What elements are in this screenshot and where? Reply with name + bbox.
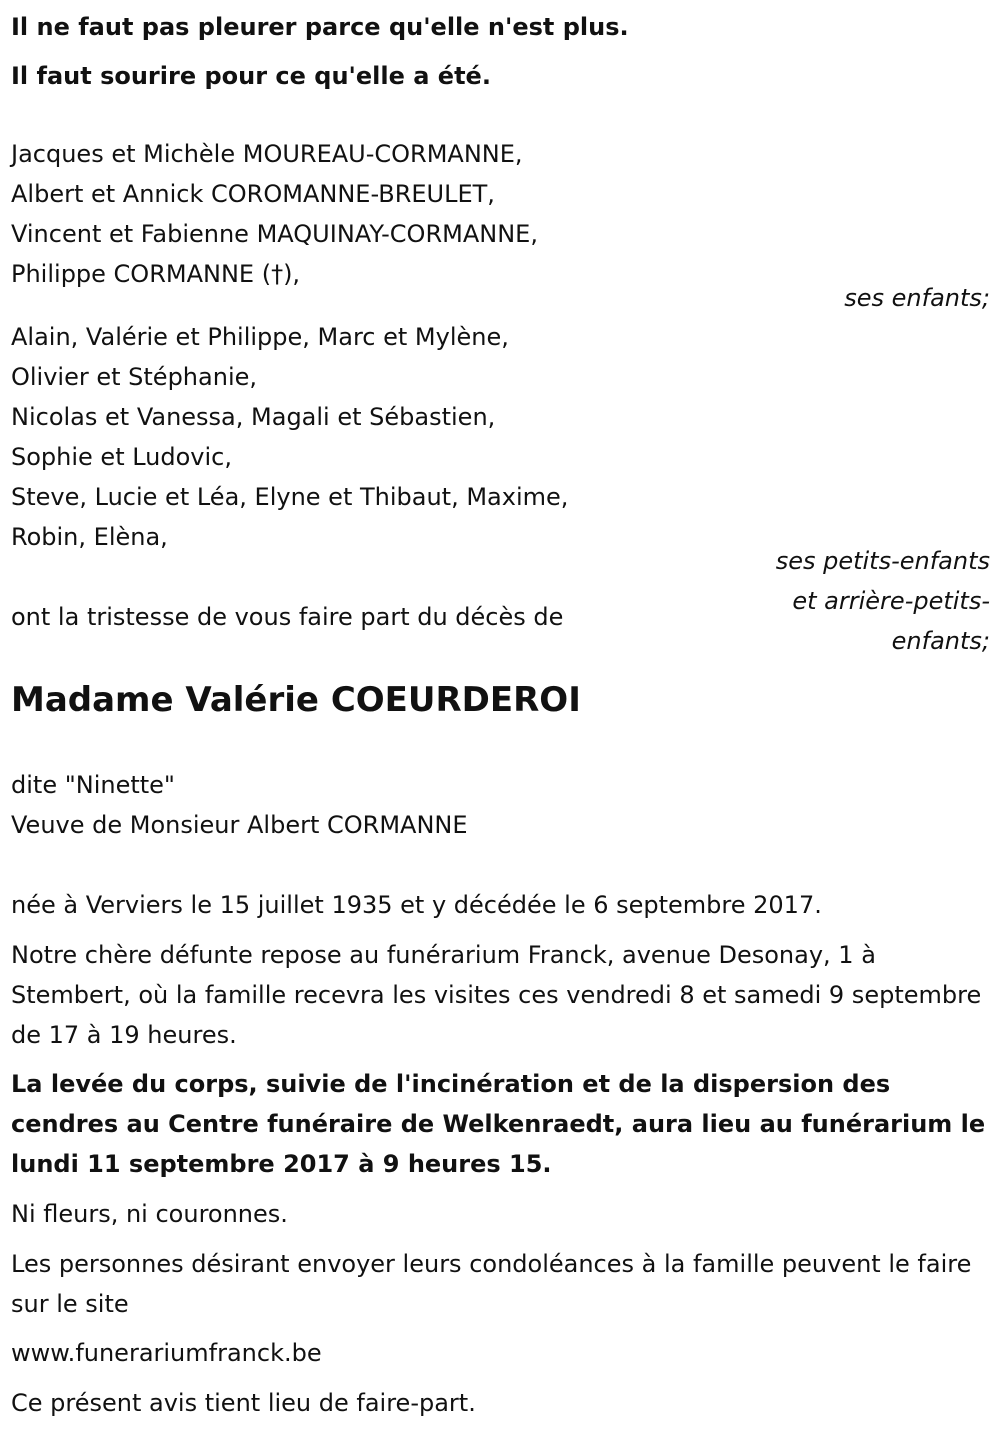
children-line: Philippe CORMANNE (†), [11, 260, 301, 288]
grandchildren-line: Olivier et Stéphanie, [11, 363, 257, 391]
grandchildren-label-line: enfants; [891, 627, 990, 655]
deceased-nickname: dite "Ninette" [11, 771, 175, 799]
children-line: Jacques et Michèle MOUREAU-CORMANNE, [11, 140, 523, 168]
quote-line-1: Il ne faut pas pleurer parce qu'elle n'est plus. [11, 13, 629, 41]
children-label: ses enfants; [844, 284, 990, 312]
grandchildren-line: Nicolas et Vanessa, Magali et Sébastien, [11, 403, 496, 431]
grandchildren-line: Robin, Elèna, [11, 523, 168, 551]
children-line: Albert et Annick COROMANNE-BREULET, [11, 180, 495, 208]
grandchildren-line: Steve, Lucie et Léa, Elyne et Thibaut, Maxime, [11, 483, 569, 511]
grandchildren-line: Alain, Valérie et Philippe, Marc et Mylène, [11, 323, 509, 351]
announcement-text: ont la tristesse de vous faire part du décès de [11, 603, 564, 631]
birth-death-text: née à Verviers le 15 juillet 1935 et y décédée le 6 septembre 2017. [11, 891, 822, 919]
children-line: Vincent et Fabienne MAQUINAY-CORMANNE, [11, 220, 538, 248]
deceased-name: Madame Valérie COEURDEROI [11, 680, 581, 720]
website-link[interactable]: www.funerariumfranck.be [11, 1339, 322, 1367]
grandchildren-label-line: ses petits-enfants [775, 547, 990, 575]
grandchildren-label-line: et arrière-petits- [792, 587, 990, 615]
flowers-text: Ni fleurs, ni couronnes. [11, 1200, 288, 1228]
quote-line-2: Il faut sourire pour ce qu'elle a été. [11, 62, 491, 90]
closing-text: Ce présent avis tient lieu de faire-part. [11, 1389, 476, 1417]
ceremony-text: La levée du corps, suivie de l'incinération et de la dispersion des cendres au Centre funéraire de Welkenraedt, aura lieu au funérarium le lundi 11 septembre 2017 à 9 heures 15. [11, 1070, 986, 1178]
visitation-text: Notre chère défunte repose au funérarium Franck, avenue Desonay, 1 à Stembert, où la famille recevra les visites ces vendredi 8 et samedi 9 septembre de 17 à 19 heures. [11, 941, 982, 1049]
condolences-text: Les personnes désirant envoyer leurs condoléances à la famille peuvent le faire sur le site [11, 1250, 972, 1318]
deceased-widow-of: Veuve de Monsieur Albert CORMANNE [11, 811, 468, 839]
grandchildren-line: Sophie et Ludovic, [11, 443, 233, 471]
